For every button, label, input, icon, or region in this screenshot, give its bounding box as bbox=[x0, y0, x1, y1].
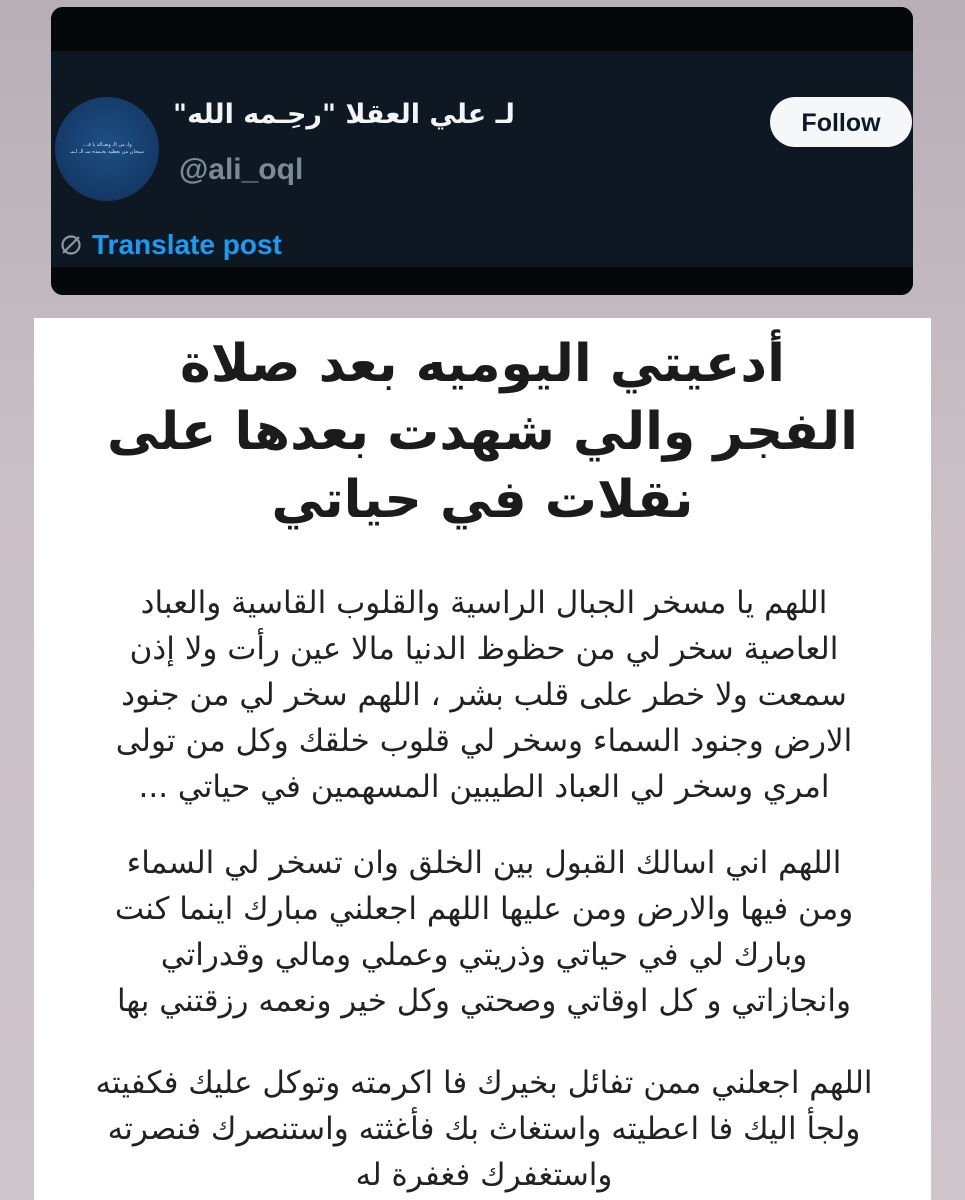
text-line: سمعت ولا خطر على قلب بشر ، اللهم سخر لي من جنود bbox=[121, 677, 847, 713]
avatar-text-line: ولـ من الـ وصـالة يا قـ... bbox=[82, 142, 132, 148]
follow-button[interactable]: Follow bbox=[770, 97, 912, 147]
text-line: ولجأ اليك فا اعطيته واستغاث بك فأغثته واستنصرك فنصرته bbox=[107, 1111, 861, 1147]
text-line: اللهم يا مسخر الجبال الراسية والقلوب القاسية والعباد bbox=[140, 585, 828, 621]
text-line: ومن فيها والارض ومن عليها اللهم اجعلني مبارك اينما كنت bbox=[114, 891, 854, 927]
bottom-bar bbox=[51, 267, 913, 295]
text-line: اللهم اني اسالك القبول بين الخلق وان تسخر لي السماء bbox=[126, 845, 842, 881]
prayer-paragraph-3 bbox=[84, 1060, 884, 1198]
translate-globe-icon bbox=[59, 233, 83, 257]
title-line: أدعيتي اليوميه بعد صلاة bbox=[180, 334, 785, 394]
prayer-paragraph-2 bbox=[84, 840, 884, 1024]
tweet-header-card bbox=[51, 7, 913, 295]
translate-post-label: Translate post bbox=[92, 229, 282, 260]
text-line: العاصية سخر لي من حظوظ الدنيا مالا عين رأت ولا إذن bbox=[129, 631, 839, 667]
display-name[interactable]: لـ علي العقلا "رحِـمه الله" bbox=[173, 99, 515, 130]
title-line: الفجر والي شهدت بعدها على bbox=[107, 402, 858, 462]
image-title bbox=[34, 330, 931, 534]
translate-post-link[interactable] bbox=[59, 225, 282, 265]
avatar-text-line: سبحان من يعطيه بحـمده سـ الـ لـمـ bbox=[70, 149, 144, 155]
title-line: نقلات في حياتي bbox=[271, 470, 694, 530]
text-line: الارض وجنود السماء وسخر لي قلوب خلقك وكل من تولى bbox=[115, 723, 853, 759]
top-bar bbox=[51, 7, 913, 51]
text-line: وبارك لي في حياتي وذريتي وعملي ومالي وقدراتي bbox=[160, 937, 808, 973]
prayer-paragraph-1 bbox=[84, 580, 884, 810]
text-line: امري وسخر لي العباد الطيبين المسهمين في حياتي ... bbox=[138, 769, 830, 805]
text-line: وانجازاتي و كل اوقاتي وصحتي وكل خير ونعمه رزقتني بها bbox=[116, 983, 851, 1019]
user-handle[interactable]: @ali_oql bbox=[179, 153, 304, 186]
avatar[interactable] bbox=[55, 97, 159, 201]
text-line: اللهم اجعلني ممن تفائل بخيرك فا اكرمته وتوكل عليك فكفيته bbox=[95, 1065, 873, 1101]
text-line: واستغفرك فغفرة له bbox=[355, 1157, 613, 1193]
post-image[interactable] bbox=[34, 318, 931, 1200]
